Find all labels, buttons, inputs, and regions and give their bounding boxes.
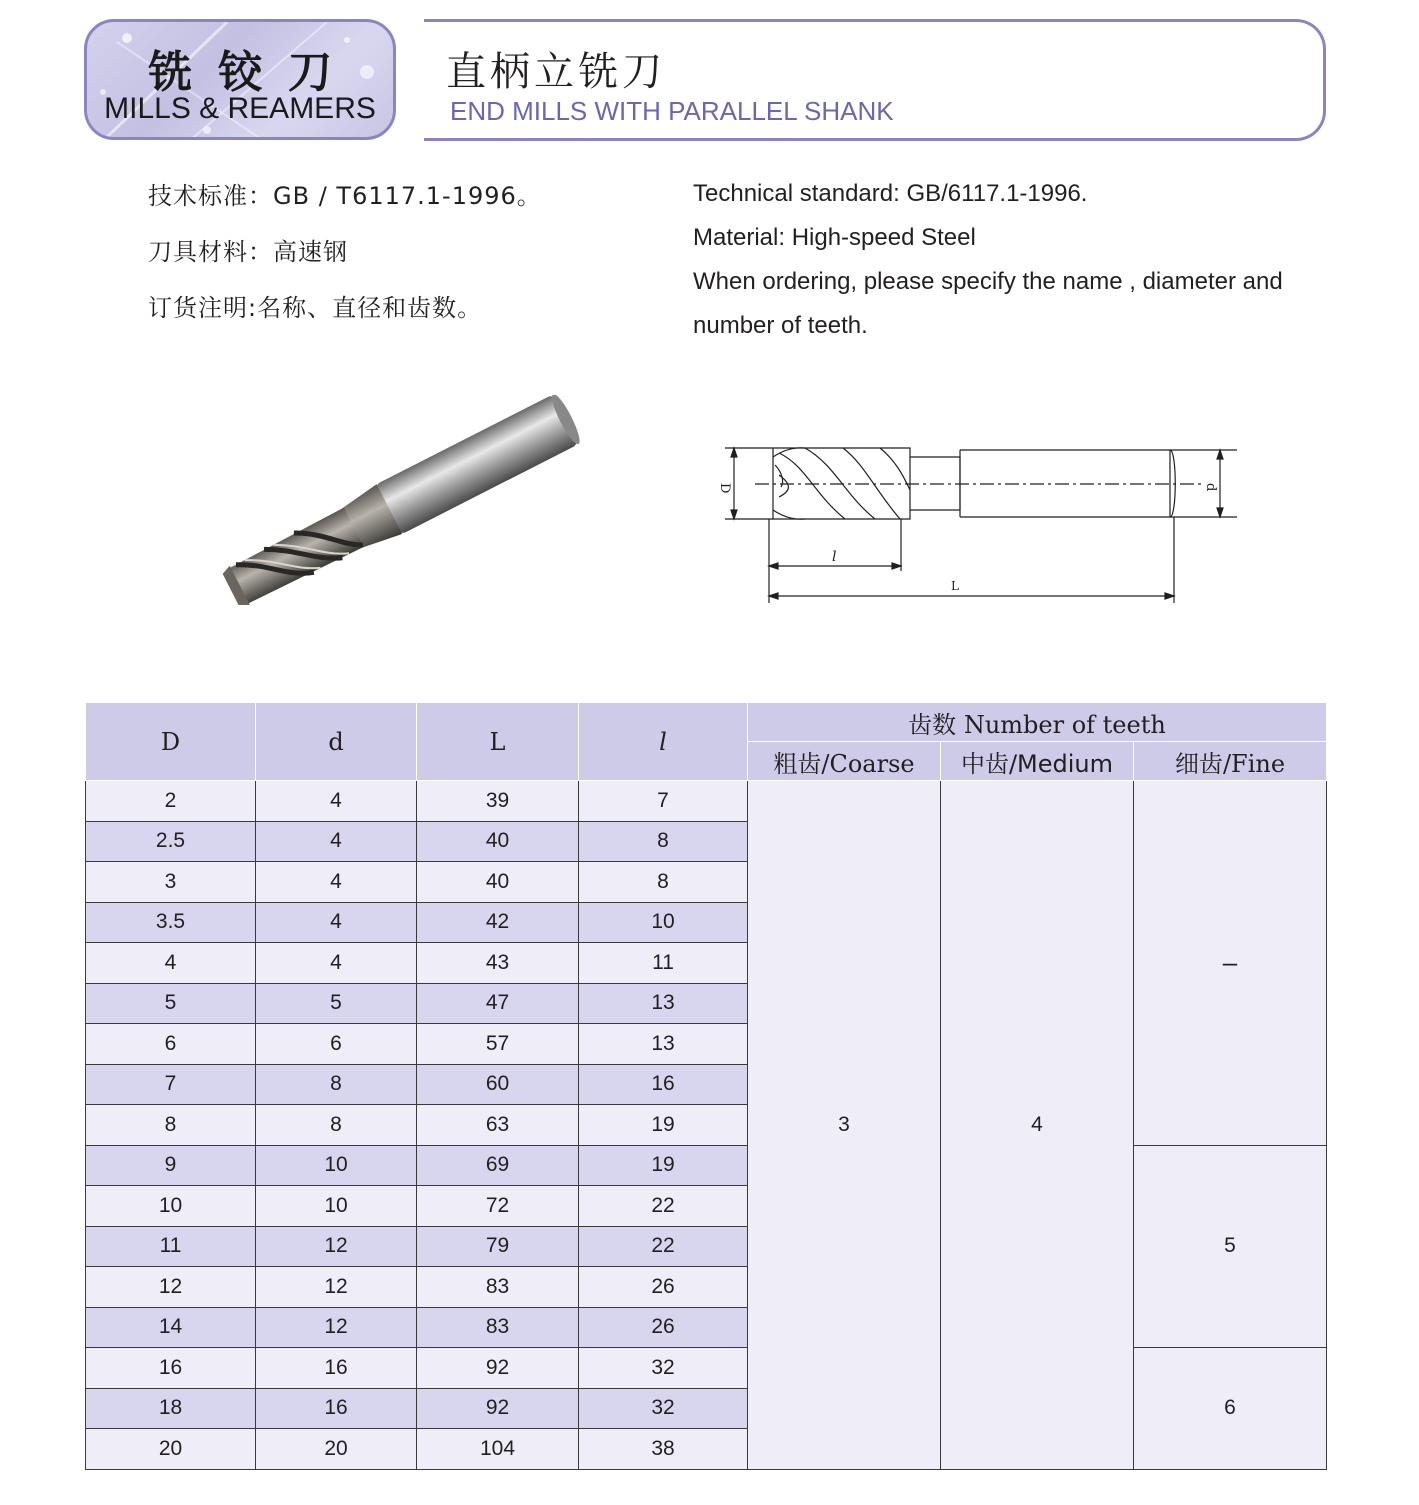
spec-table <box>85 702 1327 1470</box>
cell-l: 38 <box>579 1429 748 1470</box>
spec-order-en: When ordering, please specify the name , diameter and number of teeth. <box>693 268 1283 339</box>
cell-D: 20 <box>86 1429 256 1470</box>
cell-D: 3.5 <box>86 902 256 943</box>
cell-L: 79 <box>417 1226 579 1267</box>
header-fine: 细齿/Fine <box>1134 742 1327 781</box>
drawing-label-L: L <box>951 579 959 593</box>
header-d: d <box>256 703 417 781</box>
header-coarse: 粗齿/Coarse <box>748 742 941 781</box>
cell-d: 4 <box>256 862 417 903</box>
cell-L: 92 <box>417 1348 579 1389</box>
table-row <box>86 1145 1327 1186</box>
cell-L: 57 <box>417 1024 579 1065</box>
drawing-label-d: d <box>1203 483 1218 492</box>
drawing-label-l: l <box>832 549 837 565</box>
table-row <box>86 781 1327 822</box>
cell-d: 16 <box>256 1348 417 1389</box>
cell-D: 5 <box>86 983 256 1024</box>
category-title-en: MILLS & REAMERS <box>104 92 376 125</box>
header-L: L <box>417 703 579 781</box>
cell-d: 4 <box>256 943 417 984</box>
cell-L: 60 <box>417 1064 579 1105</box>
cell-d: 5 <box>256 983 417 1024</box>
category-title-cn: 铣铰刀 <box>148 47 358 98</box>
cell-l: 13 <box>579 1024 748 1065</box>
cell-D: 4 <box>86 943 256 984</box>
spec-standard-en: Technical standard: GB/6117.1-1996. <box>693 180 1088 207</box>
cell-l: 7 <box>579 781 748 822</box>
cell-D: 7 <box>86 1064 256 1105</box>
cell-D: 2 <box>86 781 256 822</box>
spec-standard-cn: 技术标准：GB / T6117.1-1996。 <box>148 182 542 210</box>
category-badge <box>84 19 396 140</box>
cell-d: 20 <box>256 1429 417 1470</box>
header-number-of-teeth: 齿数 Number of teeth <box>748 703 1327 742</box>
cell-L: 47 <box>417 983 579 1024</box>
table-row <box>86 1348 1327 1389</box>
table-body <box>86 781 1327 1470</box>
cell-d: 4 <box>256 821 417 862</box>
cell-d: 16 <box>256 1388 417 1429</box>
cell-d: 4 <box>256 902 417 943</box>
cell-fine-teeth-6: 6 <box>1134 1348 1327 1470</box>
cell-l: 19 <box>579 1105 748 1146</box>
cell-L: 40 <box>417 821 579 862</box>
cell-d: 8 <box>256 1105 417 1146</box>
cell-d: 12 <box>256 1226 417 1267</box>
end-mill-drawing <box>715 435 1245 607</box>
cell-L: 43 <box>417 943 579 984</box>
product-title-cn: 直柄立铣刀 <box>446 49 666 95</box>
cell-l: 11 <box>579 943 748 984</box>
header-medium: 中齿/Medium <box>941 742 1134 781</box>
cell-L: 39 <box>417 781 579 822</box>
cell-l: 22 <box>579 1226 748 1267</box>
cell-d: 4 <box>256 781 417 822</box>
cell-D: 10 <box>86 1186 256 1227</box>
header-D: D <box>86 703 256 781</box>
cell-L: 104 <box>417 1429 579 1470</box>
cell-D: 2.5 <box>86 821 256 862</box>
cell-D: 3 <box>86 862 256 903</box>
cell-D: 6 <box>86 1024 256 1065</box>
cell-l: 16 <box>579 1064 748 1105</box>
cell-d: 10 <box>256 1145 417 1186</box>
cell-L: 83 <box>417 1307 579 1348</box>
cell-d: 12 <box>256 1267 417 1308</box>
cell-D: 9 <box>86 1145 256 1186</box>
spec-order-cn: 订货注明:名称、直径和齿数。 <box>148 294 483 322</box>
cell-fine-teeth-none: – <box>1134 781 1327 1146</box>
end-mill-photo <box>195 395 615 605</box>
cell-D: 12 <box>86 1267 256 1308</box>
cell-L: 69 <box>417 1145 579 1186</box>
spec-material-cn: 刀具材料：高速钢 <box>148 238 348 266</box>
spec-material-en: Material: High-speed Steel <box>693 224 976 251</box>
cell-coarse-teeth: 3 <box>748 781 941 1470</box>
cell-l: 8 <box>579 821 748 862</box>
cell-D: 18 <box>86 1388 256 1429</box>
cell-d: 6 <box>256 1024 417 1065</box>
cell-d: 10 <box>256 1186 417 1227</box>
cell-L: 92 <box>417 1388 579 1429</box>
cell-l: 22 <box>579 1186 748 1227</box>
header-l: l <box>579 703 748 781</box>
cell-l: 32 <box>579 1388 748 1429</box>
cell-L: 63 <box>417 1105 579 1146</box>
cell-L: 83 <box>417 1267 579 1308</box>
cell-L: 40 <box>417 862 579 903</box>
cell-l: 13 <box>579 983 748 1024</box>
cell-l: 32 <box>579 1348 748 1389</box>
product-title-box <box>424 19 1326 141</box>
cell-d: 8 <box>256 1064 417 1105</box>
cell-l: 10 <box>579 902 748 943</box>
cell-D: 14 <box>86 1307 256 1348</box>
product-title-en: END MILLS WITH PARALLEL SHANK <box>450 96 894 126</box>
cell-D: 8 <box>86 1105 256 1146</box>
cell-L: 42 <box>417 902 579 943</box>
cell-l: 26 <box>579 1267 748 1308</box>
cell-l: 26 <box>579 1307 748 1348</box>
cell-fine-teeth-5: 5 <box>1134 1145 1327 1348</box>
cell-d: 12 <box>256 1307 417 1348</box>
cell-D: 16 <box>86 1348 256 1389</box>
cell-D: 11 <box>86 1226 256 1267</box>
cell-L: 72 <box>417 1186 579 1227</box>
cell-medium-teeth: 4 <box>941 781 1134 1470</box>
drawing-label-D: D <box>717 483 732 494</box>
cell-l: 19 <box>579 1145 748 1186</box>
cell-l: 8 <box>579 862 748 903</box>
